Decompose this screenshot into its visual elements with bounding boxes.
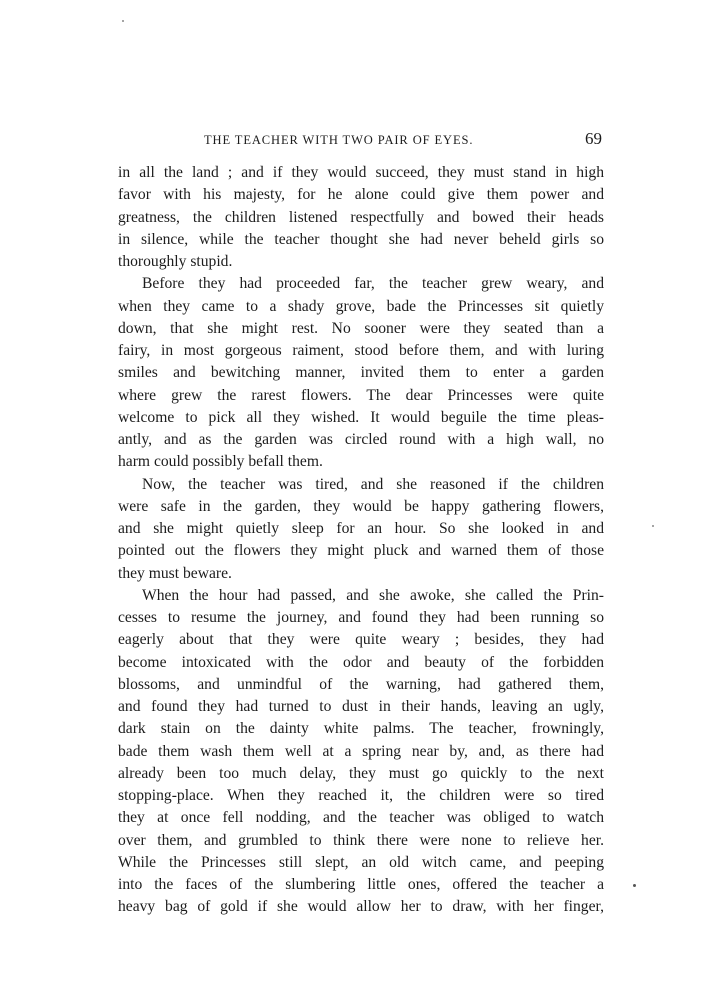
text-line: and she might quietly sleep for an hour. So she looked in and xyxy=(118,520,604,537)
text-line: pointed out the flowers they might pluck and warned them of those xyxy=(118,542,604,560)
text-line: harm could possibly befall them. xyxy=(118,453,323,471)
text-line: they must beware. xyxy=(118,564,232,582)
text-line: into the faces of the slumbering little ones, offered the teacher a xyxy=(118,876,604,893)
text-line: heavy bag of gold if she would allow her to draw, with her finger, xyxy=(118,898,604,916)
text-line: favor with his majesty, for he alone could give them power and xyxy=(118,186,604,204)
text-line: blossoms, and unmindful of the warning, had gathered them, xyxy=(118,675,604,693)
text-line: cesses to resume the journey, and found they had been running so xyxy=(118,609,604,626)
text-line: in silence, while the teacher thought she had never beheld girls so xyxy=(118,230,604,248)
body-text xyxy=(118,162,604,919)
text-line: eagerly about that they were quite weary ; besides, they had xyxy=(118,631,604,649)
text-line: Before they had proceeded far, the teacher grew weary, and xyxy=(142,275,604,293)
text-line: smiles and bewitching manner, invited them to enter a garden xyxy=(118,364,604,382)
text-line: Now, the teacher was tired, and she reasoned if the children xyxy=(142,475,604,493)
text-line: when they came to a shady grove, bade the Princesses sit quietly xyxy=(118,297,604,315)
text-line: When the hour had passed, and she awoke, she called the Prin- xyxy=(142,586,604,604)
text-line: and found they had turned to dust in their hands, leaving an ugly, xyxy=(118,698,604,715)
running-head xyxy=(118,129,604,151)
paper-speck xyxy=(122,20,124,22)
page-number: 69 xyxy=(585,129,602,148)
text-line: antly, and as the garden was circled round with a high wall, no xyxy=(118,431,604,448)
text-line: they at once fell nodding, and the teacher was obliged to watch xyxy=(118,809,604,827)
text-line: greatness, the children listened respectfully and bowed their heads xyxy=(118,208,604,226)
text-line: thoroughly stupid. xyxy=(118,253,233,270)
text-line: bade them wash them well at a spring near by, and, as there had xyxy=(118,742,604,760)
paper-speck xyxy=(652,525,654,527)
text-line: While the Princesses still slept, an old witch came, and peeping xyxy=(118,853,604,871)
paper-speck xyxy=(633,884,636,887)
text-line: down, that she might rest. No sooner were they seated than a xyxy=(118,319,604,337)
text-line: where grew the rarest flowers. The dear Princesses were quite xyxy=(118,386,604,404)
text-line: welcome to pick all they wished. It would beguile the time pleas- xyxy=(118,408,604,426)
text-line: in all the land ; and if they would succeed, they must stand in high xyxy=(118,164,604,181)
text-line: become intoxicated with the odor and beauty of the forbidden xyxy=(118,653,604,671)
running-title: THE TEACHER WITH TWO PAIR OF EYES. xyxy=(204,133,474,147)
text-line: stopping-place. When they reached it, the children were so tired xyxy=(118,787,604,804)
text-line: fairy, in most gorgeous raiment, stood before them, and with luring xyxy=(118,342,604,359)
text-line: dark stain on the dainty white palms. The teacher, frowningly, xyxy=(118,720,604,738)
text-line: already been too much delay, they must go quickly to the next xyxy=(118,764,604,782)
text-line: were safe in the garden, they would be happy gathering flowers, xyxy=(118,497,604,515)
text-line: over them, and grumbled to think there were none to relieve her. xyxy=(118,831,604,849)
